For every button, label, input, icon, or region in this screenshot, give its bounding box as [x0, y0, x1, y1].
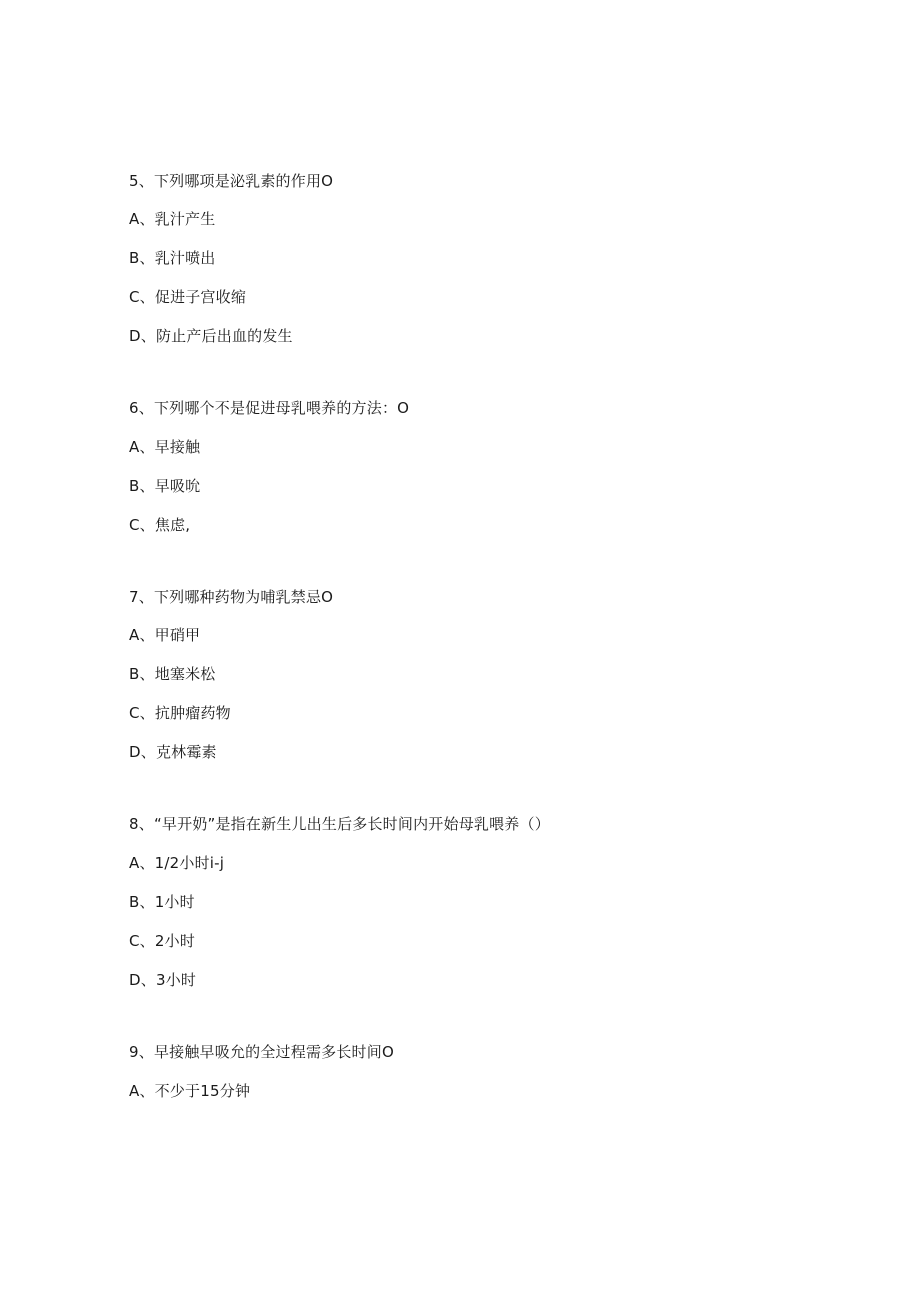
option-a: A、乳汁产生: [129, 210, 216, 228]
option-c: C、促进子宫收缩: [129, 288, 247, 306]
option-d: D、防止产后出血的发生: [129, 327, 293, 345]
question-text: 9、早接触早吸允的全过程需多长时间O: [129, 1043, 394, 1061]
option-b: B、1小时: [129, 893, 195, 911]
option-a: A、不少于15分钟: [129, 1082, 251, 1100]
option-b: B、地塞米松: [129, 665, 216, 683]
option-b: B、早吸吮: [129, 477, 201, 495]
option-d: D、克林霉素: [129, 743, 217, 761]
option-c: C、抗肿瘤药物: [129, 704, 231, 722]
question-text: 6、下列哪个不是促进母乳喂养的方法：O: [129, 399, 410, 417]
option-a: A、早接触: [129, 438, 201, 456]
option-c: C、2小时: [129, 932, 196, 950]
option-a: A、1/2小时i-j: [129, 854, 225, 872]
question-text: 5、下列哪项是泌乳素的作用O: [129, 172, 334, 190]
question-text: 7、下列哪种药物为哺乳禁忌O: [129, 588, 334, 606]
option-a: A、甲硝甲: [129, 626, 201, 644]
option-d: D、3小时: [129, 971, 197, 989]
option-c: C、焦虑,: [129, 516, 191, 534]
option-b: B、乳汁喷出: [129, 249, 216, 267]
question-text: 8、“早开奶”是指在新生儿出生后多长时间内开始母乳喂养（）: [129, 815, 550, 833]
